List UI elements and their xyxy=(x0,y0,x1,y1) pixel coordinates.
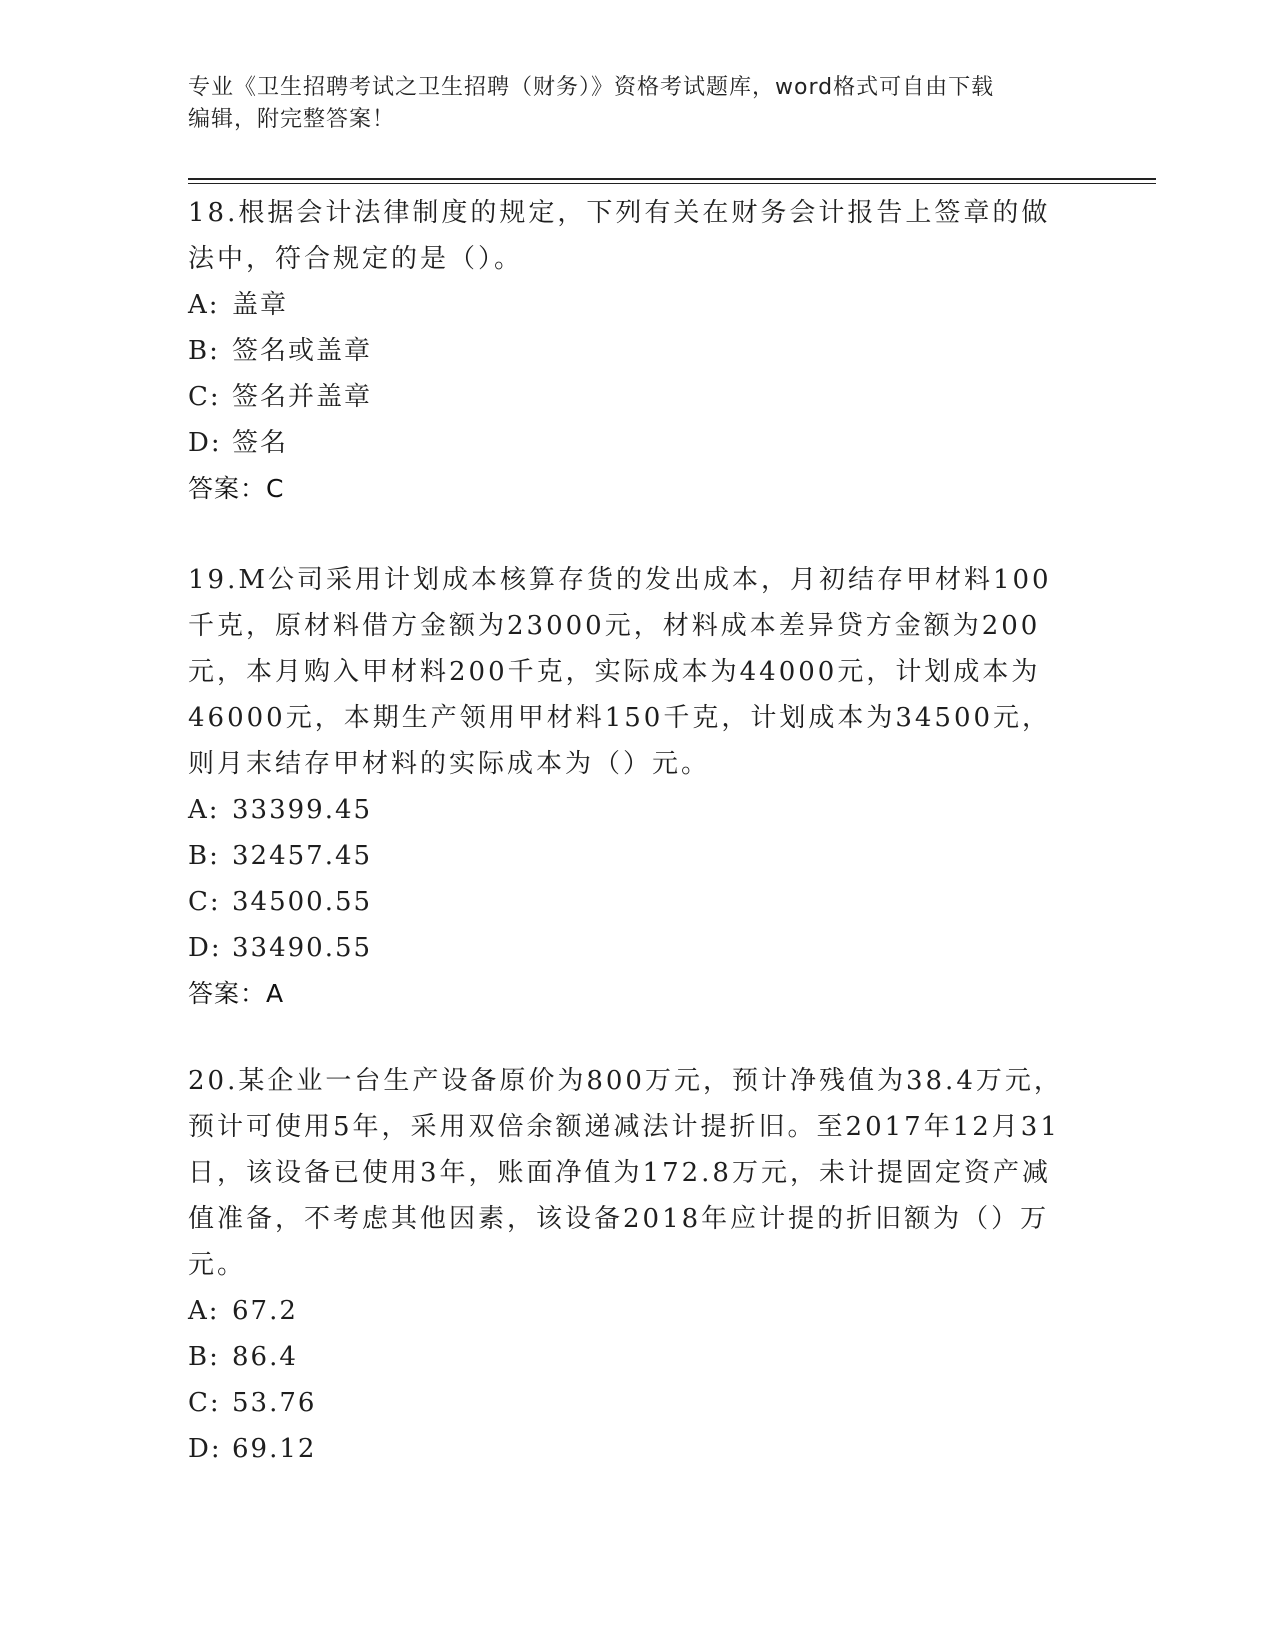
option-list xyxy=(188,282,1078,466)
option-letter: D: xyxy=(188,428,222,458)
option-b xyxy=(188,833,1078,879)
option-a xyxy=(188,787,1078,833)
option-d xyxy=(188,1426,1078,1472)
option-text: 34500.55 xyxy=(232,887,373,917)
option-c xyxy=(188,374,1078,420)
option-text: 33399.45 xyxy=(232,795,373,825)
option-text: 67.2 xyxy=(232,1296,298,1326)
option-d xyxy=(188,420,1078,466)
option-a xyxy=(188,1288,1078,1334)
option-text: 86.4 xyxy=(232,1342,298,1372)
question-18 xyxy=(188,190,1078,512)
option-text: 盖章 xyxy=(232,290,289,320)
question-stem: 20.某企业一台生产设备原价为800万元，预计净残值为38.4万元，预计可使用5年，采用双倍余额递减法计提折旧。至2017年12月31日，该设备已使用3年，账面净值为172.8万元，未计提固定资产减值准备，不考虑其他因素，该设备2018年应计提的折旧额为（）万元。 xyxy=(188,1066,1063,1280)
option-text: 69.12 xyxy=(232,1434,317,1464)
option-letter: B: xyxy=(188,336,220,366)
option-text: 53.76 xyxy=(232,1388,317,1418)
option-letter: C: xyxy=(188,1388,221,1418)
option-list xyxy=(188,787,1078,971)
option-letter: D: xyxy=(188,933,222,963)
option-b xyxy=(188,1334,1078,1380)
option-letter: A: xyxy=(188,1296,220,1326)
option-text: 签名并盖章 xyxy=(232,382,373,412)
option-text: 33490.55 xyxy=(232,933,373,963)
header-divider-thin xyxy=(188,183,1156,184)
option-b xyxy=(188,328,1078,374)
option-letter: B: xyxy=(188,841,220,871)
option-text: 签名或盖章 xyxy=(232,336,373,366)
option-letter: D: xyxy=(188,1434,222,1464)
header-line-1: 专业《卫生招聘考试之卫生招聘（财务）》资格考试题库，word格式可自由下载 xyxy=(188,75,995,100)
option-d xyxy=(188,925,1078,971)
option-c xyxy=(188,1380,1078,1426)
option-letter: C: xyxy=(188,382,221,412)
header-divider-thick xyxy=(188,178,1156,180)
option-letter: B: xyxy=(188,1342,220,1372)
question-stem: 19.M公司采用计划成本核算存货的发出成本，月初结存甲材料100千克，原材料借方金额为23000元，材料成本差异贷方金额为200元，本月购入甲材料200千克，实际成本为44000元，计划成本为46000元，本期生产领用甲材料150千克，计划成本为34500元，则月末结存甲材料的实际成本为（）元。 xyxy=(188,565,1052,779)
option-letter: C: xyxy=(188,887,221,917)
option-a xyxy=(188,282,1078,328)
answer-line: 答案：A xyxy=(188,979,285,1008)
header-line-2: 编辑，附完整答案！ xyxy=(188,107,396,132)
option-text: 签名 xyxy=(232,428,289,458)
question-stem: 18.根据会计法律制度的规定，下列有关在财务会计报告上签章的做法中，符合规定的是（）。 xyxy=(188,198,1051,274)
question-20 xyxy=(188,1058,1078,1472)
document-header xyxy=(188,72,1068,136)
option-c xyxy=(188,879,1078,925)
answer-line: 答案：C xyxy=(188,474,285,503)
option-list xyxy=(188,1288,1078,1472)
option-letter: A: xyxy=(188,795,220,825)
question-19 xyxy=(188,557,1078,1017)
option-letter: A: xyxy=(188,290,220,320)
option-text: 32457.45 xyxy=(232,841,373,871)
